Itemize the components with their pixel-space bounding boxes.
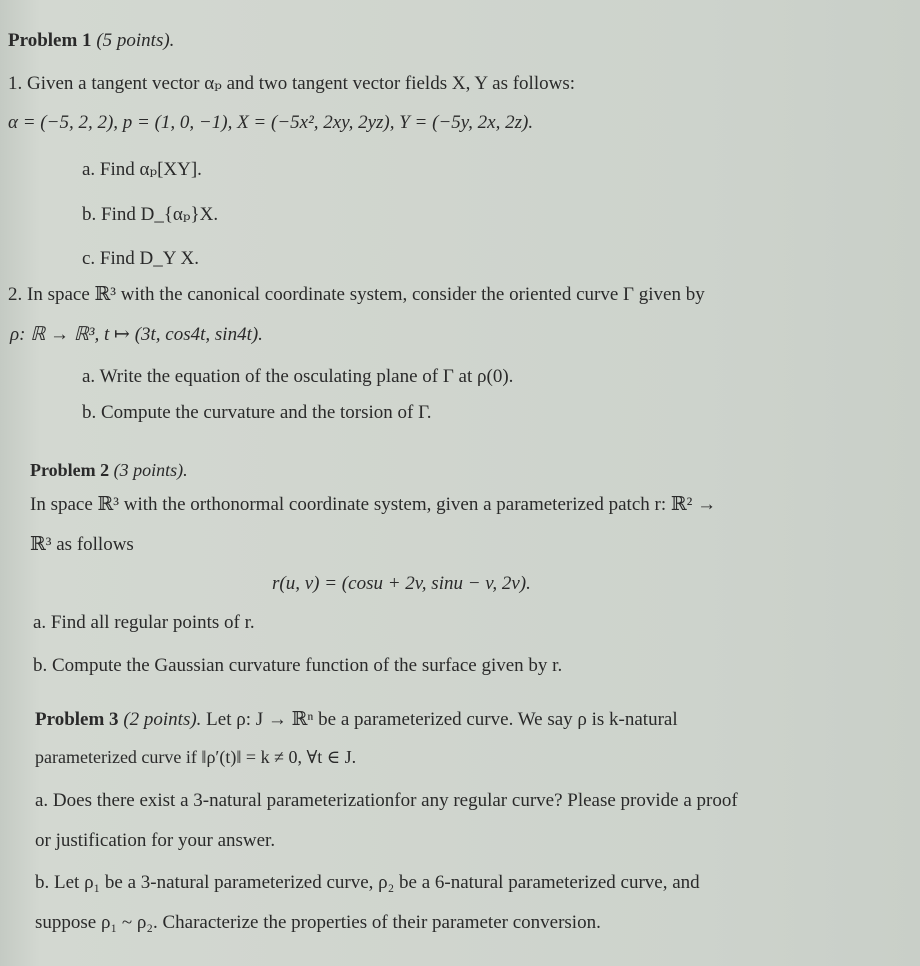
problem-2-item-b: b. Compute the Gaussian curvature function of the surface given by r. [33, 655, 563, 676]
problem-2-formula: r(u, v) = (cosu + 2v, sinu − v, 2v). [272, 573, 531, 594]
problem-3-intro-line-2: parameterized curve if ‖ρ′(t)‖ = k ≠ 0, ∀t ∈ J. [35, 747, 357, 767]
problem-3-item-a-line-1: a. Does there exist a 3-natural parameterizationfor any regular curve? Please provide a proof [35, 790, 738, 811]
problem-2-title: Problem 2 [30, 460, 110, 480]
problem-1-points: (5 points). [96, 30, 175, 51]
problem-2-points: (3 points). [113, 460, 188, 480]
problem-2-intro-line-1: In space ℝ³ with the orthonormal coordinate system, given a parameterized patch r: ℝ² → [30, 494, 717, 515]
problem-3-title: Problem 3 [35, 709, 119, 730]
problem-3-item-b-line-2: suppose ρ₁ ~ ρ₂. Characterize the properties of their parameter conversion. [35, 912, 601, 933]
problem-1-part-2-item-b: b. Compute the curvature and the torsion of Γ. [82, 402, 432, 423]
problem-1-part-1-given: α = (−5, 2, 2), p = (1, 0, −1), X = (−5x², 2xy, 2yz), Y = (−5y, 2x, 2z). [8, 112, 534, 133]
problem-2-intro-line-2: ℝ³ as follows [30, 534, 134, 555]
problem-1-part-2-intro: 2. In space ℝ³ with the canonical coordinate system, consider the oriented curve Γ given by [8, 284, 705, 305]
problem-1-part-2-given: ρ: ℝ → ℝ³, t ↦ (3t, cos4t, sin4t). [10, 324, 263, 345]
problem-1-title: Problem 1 [8, 30, 92, 51]
problem-3-intro-line-1 [35, 708, 678, 731]
problem-2-heading [30, 460, 188, 481]
problem-3-item-b-line-1: b. Let ρ₁ be a 3-natural parameterized curve, ρ₂ be a 6-natural parameterized curve, and [35, 872, 700, 893]
problem-1-part-1-item-b: b. Find D_{αₚ}X. [82, 204, 219, 225]
problem-3-points: (2 points). [123, 709, 202, 730]
problem-1-part-1-intro: 1. Given a tangent vector αₚ and two tangent vector fields X, Y as follows: [8, 73, 575, 94]
problem-1-part-2-item-a: a. Write the equation of the osculating plane of Γ at ρ(0). [82, 366, 514, 387]
problem-2-item-a: a. Find all regular points of r. [33, 612, 255, 633]
problem-1-part-1-item-c: c. Find D_Y X. [82, 248, 199, 269]
problem-1-part-1-item-a: a. Find αₚ[XY]. [82, 159, 202, 180]
problem-3-intro-text: Let ρ: J → ℝⁿ be a parameterized curve. We say ρ is k-natural [206, 709, 678, 730]
problem-3-item-a-line-2: or justification for your answer. [35, 830, 276, 851]
problem-1-heading [8, 30, 174, 52]
